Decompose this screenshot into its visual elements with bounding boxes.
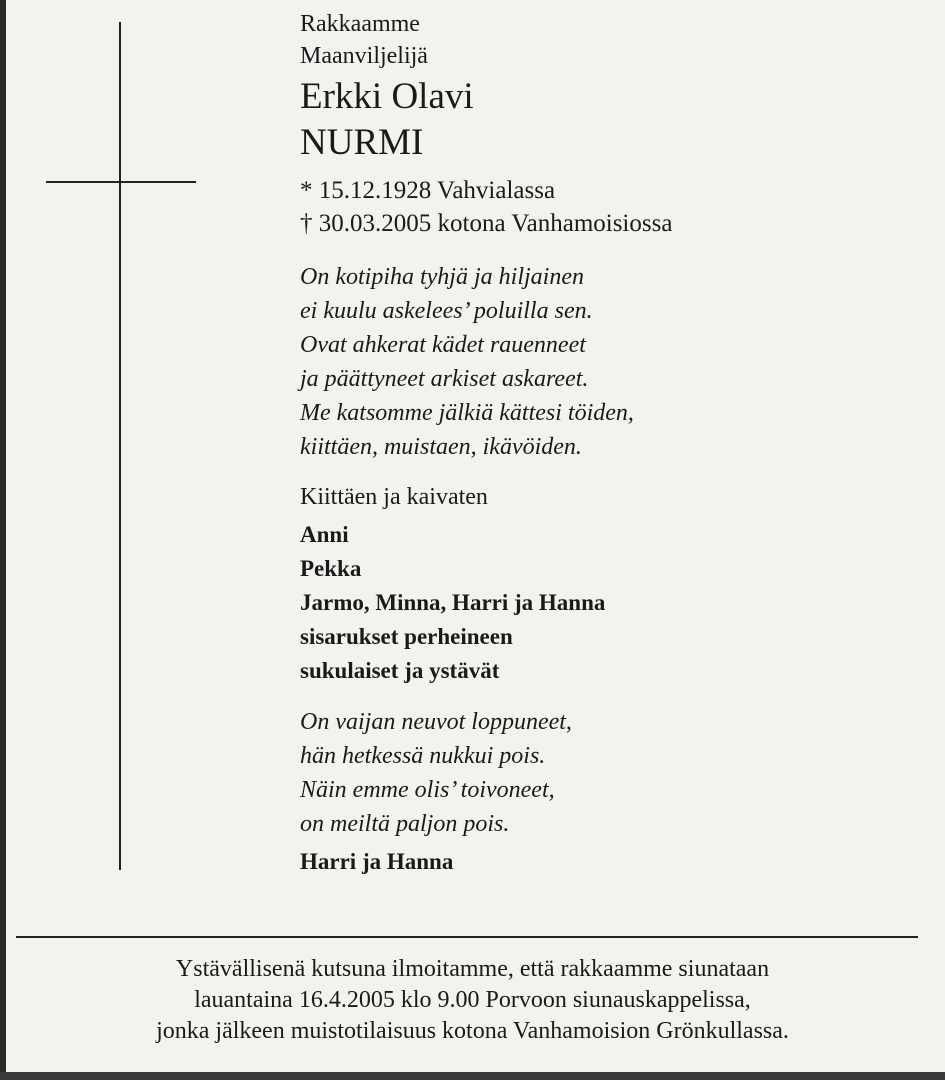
thanks-line: Kiittäen ja kaivaten [300,484,488,510]
mourner: sukulaiset ja ystävät [300,658,500,683]
invitation-line: lauantaina 16.4.2005 klo 9.00 Porvoon siunauskappelissa, [194,987,751,1013]
obituary-content [300,8,920,879]
poem-line: On kotipiha tyhjä ja hiljainen [300,264,584,290]
divider-line [16,936,918,938]
poem-line: on meiltä paljon pois. [300,811,510,837]
mourners-list [300,518,920,688]
poem-line: Me katsomme jälkiä kättesi töiden, [300,400,634,426]
poem-line: kiittäen, muistaen, ikävöiden. [300,434,582,460]
poem-signature: Harri ja Hanna [300,849,454,874]
mourner: sisarukset perheineen [300,624,513,649]
mourner: Jarmo, Minna, Harri ja Hanna [300,590,606,615]
second-poem [300,705,920,841]
cross-icon-vertical [119,22,121,870]
mourner: Pekka [300,556,362,581]
poem-line: hän hetkessä nukkui pois. [300,743,546,769]
occupation-line: Maanviljelijä [300,43,428,69]
poem-line: Ovat ahkerat kädet rauenneet [300,332,586,358]
scan-left-edge [0,0,6,1080]
poem-line: ja päättyneet arkiset askareet. [300,366,589,392]
intro-text [300,8,920,72]
death-date: † 30.03.2005 kotona Vanhamoisiossa [300,210,673,237]
invitation-line: jonka jälkeen muistotilaisuus kotona Vanhamoision Grönkullassa. [156,1018,789,1044]
given-names: Erkki Olavi [300,76,474,117]
surname: NURMI [300,122,424,163]
cross-icon-horizontal [46,181,196,183]
poem-line: Näin emme olis’ toivoneet, [300,777,555,803]
invitation-line: Ystävällisenä kutsuna ilmoitamme, että rakkaamme siunataan [175,956,770,982]
mourner: Anni [300,522,349,547]
life-dates [300,174,920,240]
scan-bottom-edge [0,1072,945,1080]
deceased-name [300,74,920,166]
poem-line: ei kuulu askelees’ poluilla sen. [300,298,593,324]
memorial-poem [300,260,920,464]
birth-date: * 15.12.1928 Vahvialassa [300,177,556,204]
intro-line: Rakkaamme [300,11,420,37]
funeral-invitation [10,954,935,1047]
poem-line: On vaijan neuvot loppuneet, [300,709,572,735]
